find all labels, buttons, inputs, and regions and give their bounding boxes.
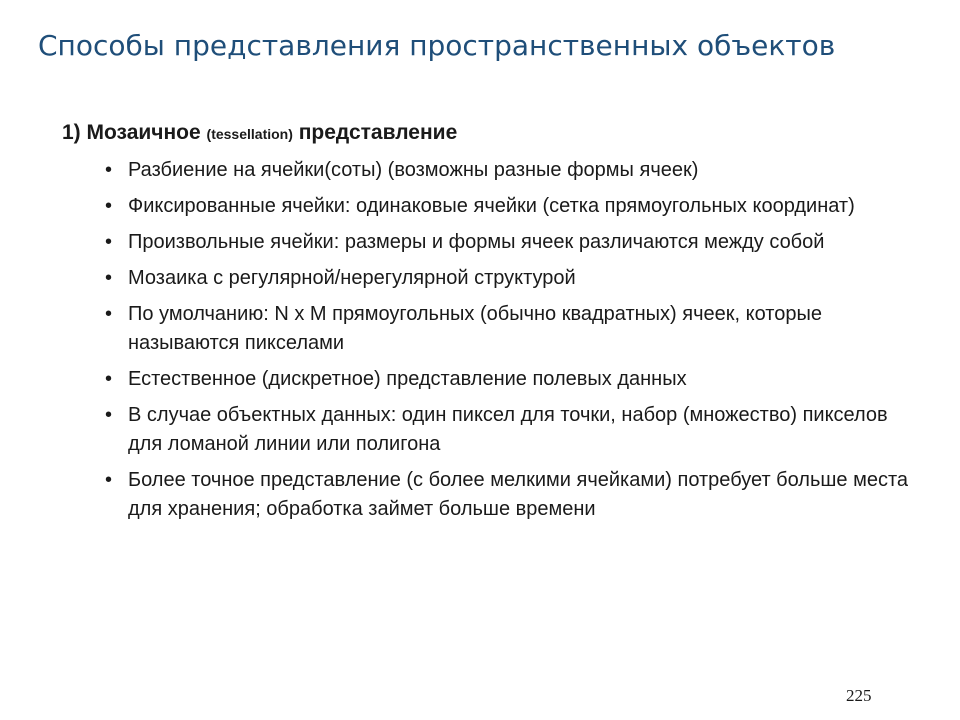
bullet-item-4: • Мозаика с регулярной/нерегулярной структурой bbox=[128, 264, 912, 293]
page-number: 225 bbox=[846, 686, 872, 705]
section-heading bbox=[62, 118, 912, 149]
bullet-item-2: • Фиксированные ячейки: одинаковые ячейки (сетка прямоугольных координат) bbox=[128, 192, 912, 221]
section-heading-term: (tessellation) bbox=[206, 126, 293, 142]
bullet-item-1: • Разбиение на ячейки(соты) (возможны разные формы ячеек) bbox=[128, 156, 912, 185]
bullet-list bbox=[62, 156, 912, 524]
bullet-item-3: • Произвольные ячейки: размеры и формы ячеек различаются между собой bbox=[128, 228, 912, 257]
bullet-item-5: • По умолчанию: N x M прямоугольных (обычно квадратных) ячеек, которые называются пикселами bbox=[128, 300, 912, 358]
slide-title: Способы представления пространственных объектов bbox=[38, 29, 836, 62]
section-heading-prefix: 1) Мозаичное bbox=[62, 121, 207, 144]
bullet-item-8: • Более точное представление (с более мелкими ячейками) потребует больше места для хранения; обработка займет больше времени bbox=[128, 466, 912, 524]
bullet-item-7: • В случае объектных данных: один пиксел для точки, набор (множество) пикселов для ломаной линии или полигона bbox=[128, 401, 912, 459]
slide-content bbox=[62, 118, 912, 524]
section-heading-suffix: представление bbox=[292, 121, 458, 144]
bullet-item-6: • Естественное (дискретное) представление полевых данных bbox=[128, 365, 912, 394]
